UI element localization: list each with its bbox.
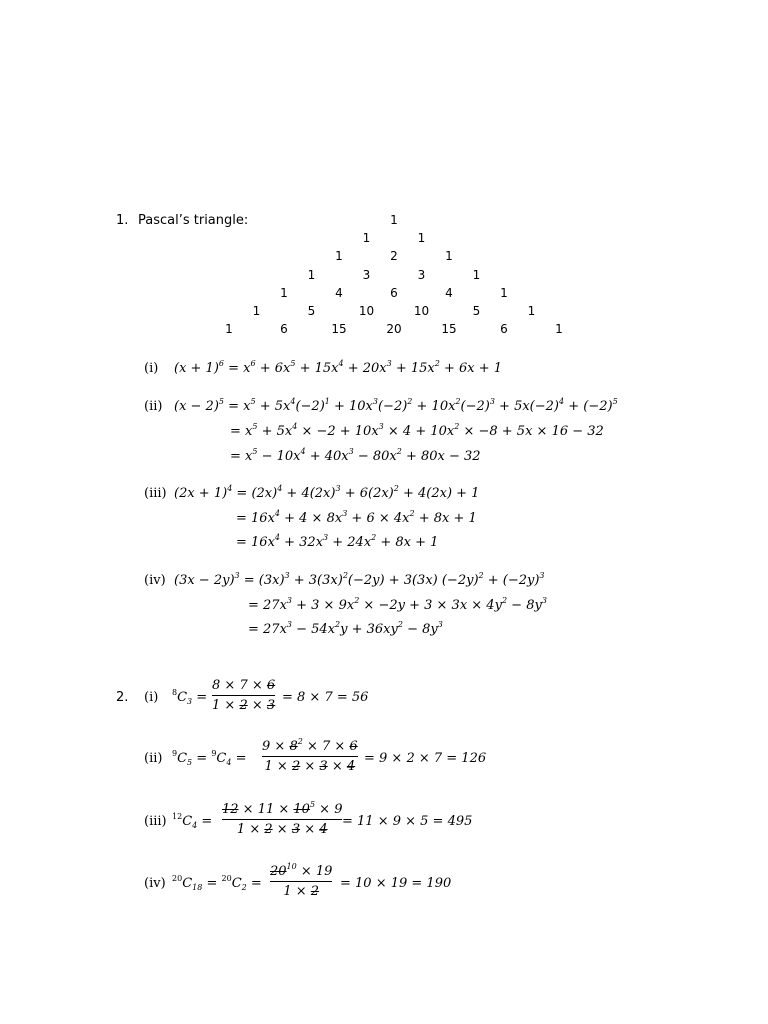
pascal-entry: 1 [445,249,453,264]
q2-part-i-label: (i) [144,690,159,705]
q2-i-lhs: $^8C_3$ = [172,688,208,706]
q2-part-ii-label: (ii) [144,751,163,766]
q2-ii-result: = 9 × 2 × 7 = 126 [364,751,487,766]
pascal-entry: 1 [527,304,536,318]
pascal-entry: 5 [307,304,316,318]
question-2-number: 2. [116,690,129,705]
pascal-entry: 6 [280,322,288,337]
pascal-entry: 4 [445,285,453,300]
pascal-entry: 3 [362,267,371,282]
expansion-iii-line-3: = $16x^4 + 32x^3 + 24x^2 + 8x + 1$ [236,533,439,550]
q2-i-result: = 8 × 7 = 56 [282,690,369,705]
pascal-entry: 1 [280,285,288,300]
expansion-i: $(x + 1)^6 = x^6 + 6x^5 + 15x^4 + 20x^3 + 15x^2 + 6x + 1$ [174,359,503,376]
expansion-iii-line-2: = $16x^4 + 4 \times 8x^3 + 6 \times 4x^2 + 8x + 1$ [236,509,477,526]
expansion-iv-line-3: = $27x^3 - 54x^2y + 36xy^2 - 8y^3$ [248,620,443,637]
pascal-entry: 1 [335,249,343,264]
expansion-ii-line-3: = $x^5 - 10x^4 + 40x^3 - 80x^2 + 80x - 32$ [230,447,481,464]
expansion-ii-line-1: $(x - 2)^5 = x^5 + 5x^4(-2)^1 + 10x^3(-2)^2 + 10x^2(-2)^3 + 5x(-2)^4 + (-2)^5$ [174,397,618,414]
pascal-entry: 1 [225,322,233,337]
q2-part-iv-label: (iv) [144,876,166,891]
pascal-entry: 4 [335,285,343,300]
pascal-entry: 1 [555,322,563,337]
pascal-entry: 1 [362,231,371,246]
pascal-entry: 15 [331,322,347,337]
pascal-entry: 1 [500,285,508,300]
expansion-iii-line-1: $(2x + 1)^4 = (2x)^4 + 4(2x)^3 + 6(2x)^2 + 4(2x) + 1$ [174,484,480,501]
pascal-entry: 1 [472,267,481,282]
pascal-entry: 1 [417,231,426,246]
q2-i-fraction: 8 × 7 × 6 1 × 2 × 3 [212,678,276,713]
question-1-number: 1. [116,213,129,228]
q2-part-iii-label: (iii) [144,814,167,829]
q2-iii-fraction: $12 \times 11 \times 10^5 \times 9$ 1 × 2 × 3 × 4 [222,800,343,837]
pascal-entry: 6 [500,322,508,337]
pascal-entry: 6 [390,285,398,300]
expansion-iv-line-2: = $27x^3 + 3 \times 9x^2 \times -2y + 3 \times 3x \times 4y^2 - 8y^3$ [248,596,547,613]
part-i-label: (i) [144,361,159,376]
pascal-entry: 1 [307,267,316,282]
q2-iv-lhs: $^{20}C_{18} = ^{20}C_2$ = [172,874,262,892]
pascal-entry: 15 [441,322,457,337]
q2-ii-lhs: $^9C_5 = ^9C_4$ = [172,749,247,767]
part-ii-label: (ii) [144,399,163,414]
pascal-entry: 5 [472,304,481,318]
q2-iii-lhs: $^{12}C_4$ = [172,812,213,830]
pascal-entry: 1 [252,304,261,318]
pascal-entry: 10 [358,304,375,318]
pascal-entry: 20 [386,322,402,337]
q2-iii-result: = 11 × 9 × 5 = 495 [342,814,473,829]
q2-ii-fraction: $9 \times 8^2 \times 7 \times 6$ 1 × 2 × 3 × 4 [262,737,358,774]
part-iii-label: (iii) [144,486,167,501]
part-iv-label: (iv) [144,573,166,588]
pascal-entry: 10 [413,304,430,318]
pascal-entry: 3 [417,267,426,282]
pascal-entry: 1 [390,213,398,227]
expansion-ii-line-2: = $x^5 + 5x^4 \times -2 + 10x^3 \times 4 + 10x^2 \times -8 + 5x \times 16 - 32$ [230,422,604,439]
pascal-entry: 2 [390,249,398,264]
q2-iv-fraction: $20^{10} \times 19$ 1 × 2 [270,862,333,899]
expansion-iv-line-1: $(3x - 2y)^3 = (3x)^3 + 3(3x)^2(-2y) + 3(3x)$ $(-2y)^2 + (-2y)^3$ [174,571,545,588]
question-1-title: Pascal’s triangle: [138,213,249,228]
q2-iv-result: = 10 × 19 = 190 [340,876,452,891]
